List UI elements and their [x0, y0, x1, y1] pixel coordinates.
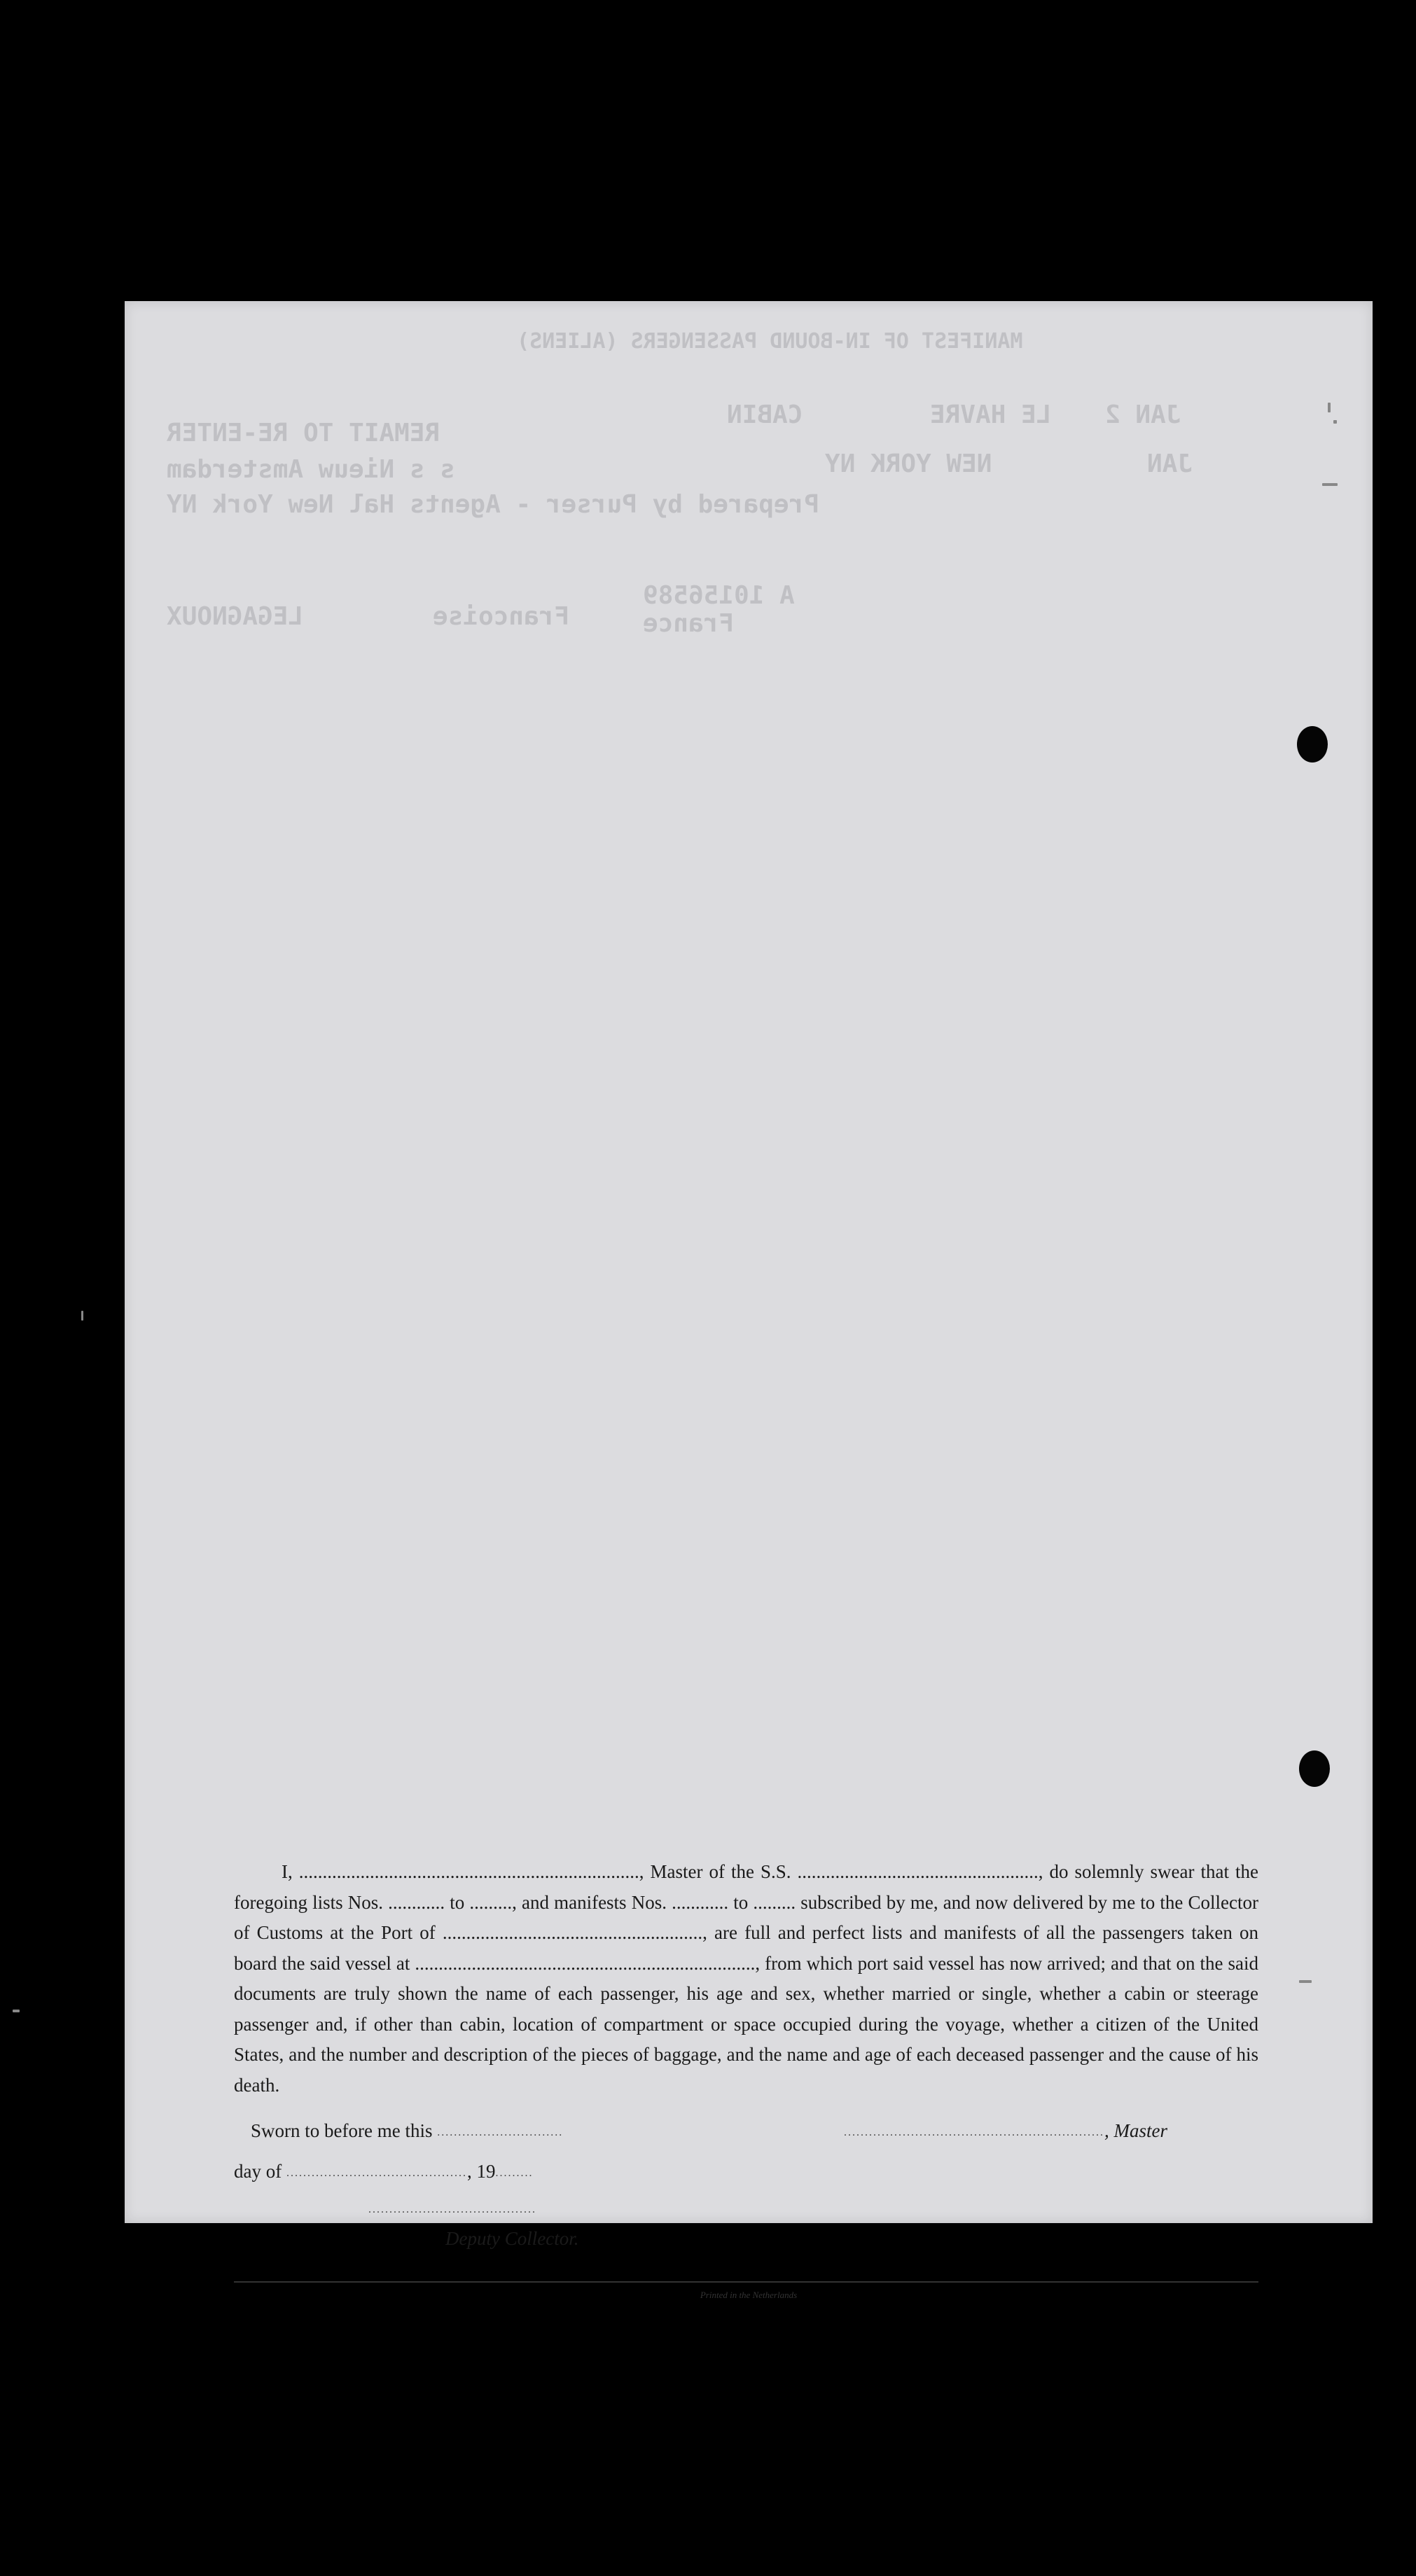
- bleed-line-5-given: Francoise: [433, 602, 570, 631]
- bleed-line-2-port: LE HAVRE: [930, 401, 1052, 429]
- bleed-line-3-port: NEW YORK NY: [825, 450, 992, 478]
- collector-dots-line: [368, 2197, 536, 2219]
- printed-in-label: Printed in the Netherlands: [700, 2290, 798, 2300]
- master-dots: ..............................................................: [844, 2126, 1104, 2138]
- oath-paragraph: I, ........................................................................, Master of the S.S. ..................................................., do solemnly swear that the foregoing lists Nos. ............ to ........., and manifests Nos. ............ to ......... subscribed by me, and now delivered by me to the Collector of Customs at the Port of ......................................................., are full and perfect lists and manifests of all the passengers taken on board the said vessel at ........................................................................, from which port said vessel has now arrived; and that on the said documents are truly shown the name of each passenger, his age and sex, whether married or single, whether a cabin or steerage passenger and, if other than cabin, location of compartment or space occupied during the voyage, whether a citizen of the United States, and the number and description of the pieces of baggage, and the name and age of each deceased passenger and the cause of his death.: [234, 1861, 1258, 2096]
- scan-speck: [13, 2010, 20, 2012]
- punch-hole-bottom: [1299, 1750, 1330, 1787]
- bleed-line-2-left: REMAIT TO RE-ENTER: [167, 419, 440, 447]
- bleed-line-5-name: LEGAGNOUX: [167, 602, 304, 631]
- year-dots: .........: [495, 2167, 534, 2179]
- punch-hole-top: [1297, 726, 1328, 763]
- scan-speck: [1328, 403, 1331, 412]
- deputy-collector-label: Deputy Collector.: [445, 2228, 579, 2249]
- bleed-line-4: Prepared by Purser - Agents Hal New York NY: [167, 490, 819, 519]
- footer-rule: [234, 2281, 1258, 2283]
- scan-speck: [1299, 1980, 1312, 1983]
- scan-speck: [1322, 483, 1338, 486]
- year-label: , 19: [466, 2161, 496, 2182]
- bleed-line-1: MANIFEST OF IN-BOUND PASSENGERS (ALIENS): [517, 329, 1023, 354]
- bleed-line-5-num: A 10156589: [643, 581, 795, 610]
- bleed-line-3-date: JAN: [1147, 450, 1193, 478]
- bleed-line-2-mid: CABIN: [727, 401, 803, 429]
- day-dots: ...........................................: [286, 2167, 467, 2179]
- day-of-label: day of: [234, 2161, 282, 2182]
- bleed-line-2-date: JAN 2: [1105, 401, 1181, 429]
- scan-speck: [1333, 420, 1337, 424]
- master-label: , Master: [1104, 2120, 1167, 2141]
- day-line: [234, 2161, 533, 2182]
- collector-dots: ........................................: [368, 2203, 536, 2215]
- scan-speck: [81, 1311, 83, 1321]
- master-line: [844, 2120, 1167, 2142]
- bleed-line-3-left: s s Nieuw Amsterdam: [167, 455, 455, 484]
- sworn-line: [251, 2120, 563, 2142]
- manifest-page: [125, 301, 1373, 2300]
- sworn-label: Sworn to before me this: [251, 2120, 433, 2141]
- sworn-dots: ..............................: [437, 2126, 564, 2138]
- bleed-line-5-country: France: [643, 609, 735, 638]
- oath-statement: [234, 1857, 1258, 2101]
